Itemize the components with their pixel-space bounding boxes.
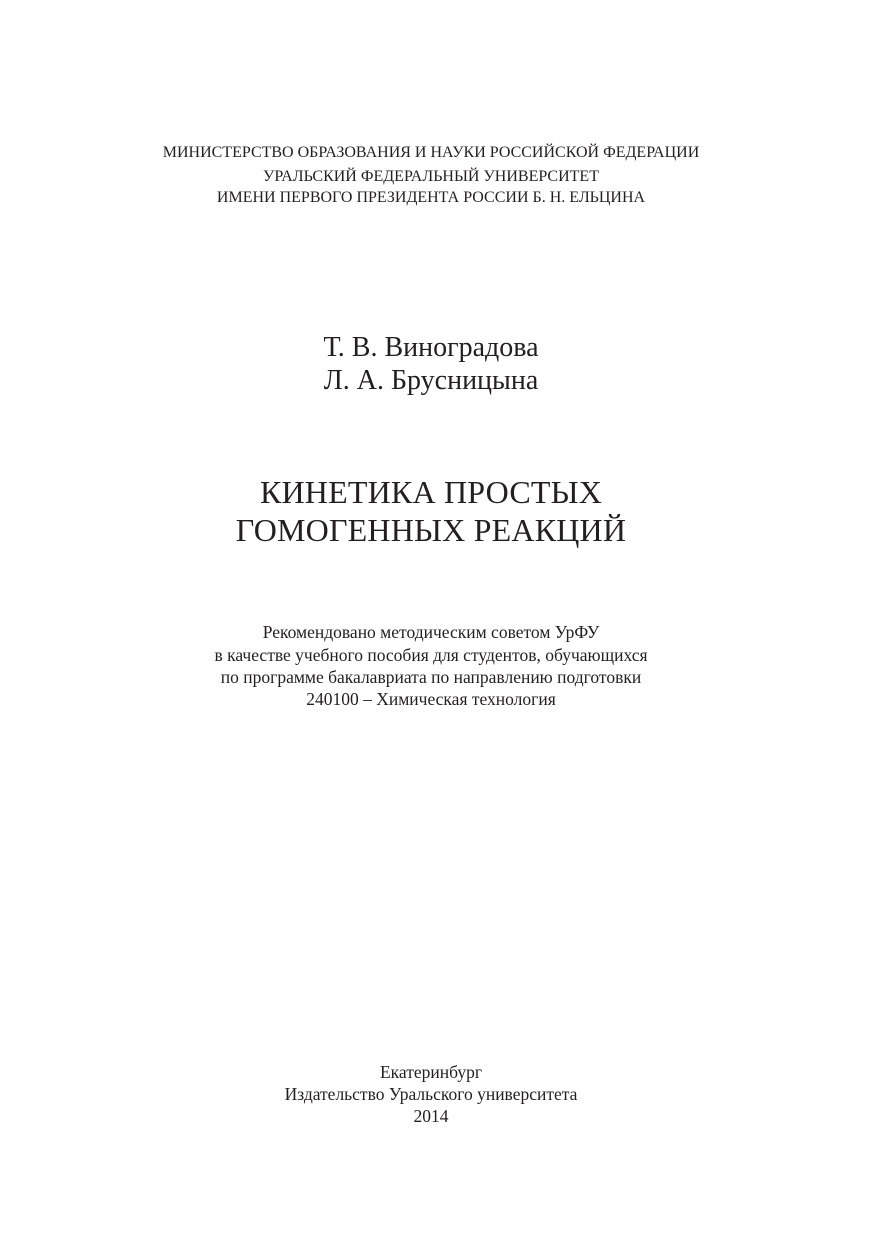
imprint-year: 2014 [413, 1106, 449, 1126]
named-after-heading: ИМЕНИ ПЕРВОГО ПРЕЗИДЕНТА РОССИИ Б. Н. ЕЛЬЦИНА [216, 189, 646, 206]
author-1: Т. В. Виноградова [323, 332, 539, 363]
imprint-city: Екатеринбург [379, 1062, 483, 1082]
ministry-heading: МИНИСТЕРСТВО ОБРАЗОВАНИЯ И НАУКИ РОССИЙСКОЙ ФЕДЕРАЦИИ [162, 144, 700, 161]
recommendation-line-3: по программе бакалавриата по направлению подготовки [220, 667, 642, 687]
imprint-publisher: Издательство Уральского университета [284, 1084, 578, 1104]
book-title-line-2: ГОМОГЕННЫХ РЕАКЦИЙ [235, 512, 627, 548]
university-heading: УРАЛЬСКИЙ ФЕДЕРАЛЬНЫЙ УНИВЕРСИТЕТ [263, 168, 599, 185]
book-title-line-1: КИНЕТИКА ПРОСТЫХ [259, 474, 603, 510]
recommendation-line-1: Рекомендовано методическим советом УрФУ [262, 622, 600, 642]
author-2: Л. А. Брусницына [323, 365, 539, 396]
recommendation-line-4: 240100 – Химическая технология [306, 689, 556, 709]
recommendation-line-2: в качестве учебного пособия для студентов, обучающихся [214, 645, 648, 665]
